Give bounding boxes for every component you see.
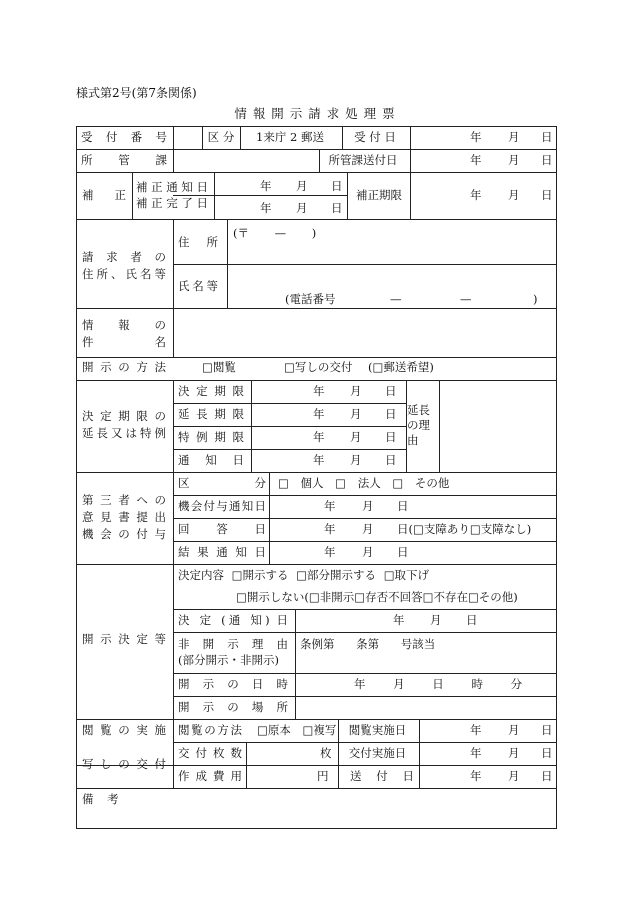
decision-year: 年 bbox=[393, 613, 405, 627]
correction-deadline-label: 補正期限 bbox=[356, 188, 402, 202]
extension-label-2: 延長又は特例 bbox=[82, 426, 166, 440]
info-subject-label-2: 件 名 bbox=[82, 335, 166, 349]
deadline-day: 日 bbox=[541, 188, 553, 202]
complete-month: 月 bbox=[296, 201, 308, 215]
form-title: 情 報 開 示 請 求 処 理 票 bbox=[234, 106, 396, 121]
ext-row2-month: 月 bbox=[350, 407, 362, 421]
deadline-year: 年 bbox=[470, 188, 482, 202]
receipt-date-month: 月 bbox=[508, 130, 520, 144]
viewing-method-options: □原本 □複写 bbox=[257, 723, 337, 737]
method-option-mail: (□郵送希望) bbox=[368, 360, 434, 374]
kubun-value: 1来庁 2 郵送 bbox=[256, 130, 324, 144]
dept-send-date-label: 所管課送付日 bbox=[328, 153, 398, 167]
third-party-kubun-options: □ 個人 □ 法人 □ その他 bbox=[278, 476, 450, 490]
tp-row1-day: 日 bbox=[397, 499, 409, 513]
ext-row4-year: 年 bbox=[313, 453, 325, 467]
remarks-label: 備 考 bbox=[82, 792, 119, 806]
receipt-date-label: 受 付 日 bbox=[354, 130, 396, 144]
info-subject-label-1: 情 報 の bbox=[82, 318, 166, 332]
viewing-method-label: 閲覧の方法 bbox=[178, 723, 242, 737]
answer-date-label: 回 答 日 bbox=[178, 522, 266, 536]
extension-reason-label: 延長の理由 bbox=[407, 403, 430, 447]
nondisclosure-reason-label-2: (部分開示・非開示) bbox=[178, 653, 279, 667]
tp-row2-year: 年 bbox=[324, 522, 336, 536]
dept-send-month: 月 bbox=[508, 153, 520, 167]
address-label: 住 所 bbox=[178, 235, 218, 249]
decision-month: 月 bbox=[430, 613, 442, 627]
viewing-label: 閲 覧 の 実 施 bbox=[82, 723, 166, 737]
correction-complete-label: 補正完了日 bbox=[136, 196, 208, 210]
tp-row3-day: 日 bbox=[397, 545, 409, 559]
decision-content-line1: 決定内容 □開示する □部分開示する □取下げ bbox=[178, 568, 430, 582]
copy-count-unit: 枚 bbox=[320, 746, 332, 760]
phone-dash-2: — bbox=[460, 292, 472, 306]
tp-row3-month: 月 bbox=[362, 545, 374, 559]
send-year: 年 bbox=[470, 769, 482, 783]
result-notice-label: 結 果 通 知 日 bbox=[178, 545, 266, 559]
copy-label: 写 し の 交 付 bbox=[82, 757, 166, 771]
phone-prefix: (電話番号 bbox=[285, 292, 336, 306]
nondisclosure-reason-label-1: 非 開 示 理 由 bbox=[178, 637, 288, 651]
ext-row4-day: 日 bbox=[385, 453, 397, 467]
ext-row4-month: 月 bbox=[350, 453, 362, 467]
ext-row3-year: 年 bbox=[313, 430, 325, 444]
tp-row3-year: 年 bbox=[324, 545, 336, 559]
ext-notice-date-label: 通 知 日 bbox=[178, 453, 244, 467]
disclosure-place-label: 開 示 の 場 所 bbox=[178, 700, 288, 714]
ext-row1-year: 年 bbox=[313, 384, 325, 398]
ext-row1-day: 日 bbox=[385, 384, 397, 398]
copy-cost-unit: 円 bbox=[317, 769, 329, 783]
third-party-label-2: 意 見 書 提 出 bbox=[82, 510, 166, 524]
disclosure-datetime-value: 年 月 日 時 分 bbox=[354, 677, 523, 691]
copy-year: 年 bbox=[470, 746, 482, 760]
correction-label: 補 正 bbox=[82, 188, 126, 202]
viewing-year: 年 bbox=[470, 723, 482, 737]
tp-row2-month: 月 bbox=[362, 522, 374, 536]
notice-year: 年 bbox=[260, 179, 272, 193]
tp-answer-day-options: 日(□支障あり□支障なし) bbox=[397, 522, 532, 536]
extension-label-1: 決定期限の bbox=[82, 409, 166, 423]
kubun-label: 区 分 bbox=[207, 130, 235, 144]
phone-close: ) bbox=[533, 292, 538, 306]
copy-count-label: 交 付 枚 数 bbox=[178, 746, 242, 760]
nondisclosure-reason-value: 条例第 条第 号該当 bbox=[300, 637, 436, 651]
receipt-date-year: 年 bbox=[470, 130, 482, 144]
tp-row1-month: 月 bbox=[362, 499, 374, 513]
method-option-copy: □写しの交付 bbox=[284, 360, 353, 374]
third-party-kubun-label: 区 分 bbox=[178, 476, 266, 490]
opportunity-notice-label: 機会付与通知日 bbox=[178, 499, 266, 513]
name-label: 氏名等 bbox=[178, 279, 218, 293]
copy-cost-label: 作 成 費 用 bbox=[178, 769, 242, 783]
decision-day: 日 bbox=[466, 613, 478, 627]
special-deadline-label: 特 例 期 限 bbox=[178, 430, 244, 444]
postal-code: (〒 — ) bbox=[233, 226, 317, 240]
phone-dash-1: — bbox=[390, 292, 402, 306]
receipt-date-day: 日 bbox=[541, 130, 553, 144]
copy-month: 月 bbox=[508, 746, 520, 760]
decision-deadline-label: 決 定 期 限 bbox=[178, 384, 244, 398]
requester-label-1: 請 求 者 の bbox=[82, 250, 166, 264]
dept-label: 所 管 課 bbox=[81, 153, 167, 167]
viewing-date-label: 閲覧実施日 bbox=[348, 723, 407, 737]
deadline-month: 月 bbox=[508, 188, 520, 202]
send-day: 日 bbox=[541, 769, 553, 783]
dept-send-year: 年 bbox=[470, 153, 482, 167]
copy-day: 日 bbox=[541, 746, 553, 760]
method-option-view: □閲覧 bbox=[202, 360, 236, 374]
dept-send-day: 日 bbox=[541, 153, 553, 167]
disclosure-method-label: 開 示 の 方 法 bbox=[82, 360, 166, 374]
correction-notice-label: 補正通知日 bbox=[136, 180, 208, 194]
decision-notice-label: 決 定 (通 知) 日 bbox=[178, 613, 288, 627]
notice-month: 月 bbox=[296, 179, 308, 193]
ext-row2-day: 日 bbox=[385, 407, 397, 421]
third-party-label-3: 機 会 の 付 与 bbox=[82, 527, 166, 541]
copy-date-label: 交付実施日 bbox=[348, 746, 407, 760]
ext-row1-month: 月 bbox=[350, 384, 362, 398]
complete-year: 年 bbox=[260, 201, 272, 215]
viewing-month: 月 bbox=[508, 723, 520, 737]
receipt-number-label: 受付番号 bbox=[81, 130, 167, 144]
decision-content-line2: □開示しない(□非開示□存否不回答□不存在□その他) bbox=[236, 590, 518, 604]
decision-label: 開 示 決 定 等 bbox=[82, 632, 166, 646]
third-party-label-1: 第 三 者 へ の bbox=[82, 493, 166, 507]
requester-label-2: 住所、氏名等 bbox=[82, 267, 166, 281]
disclosure-datetime-label: 開 示 の 日 時 bbox=[178, 677, 288, 691]
extended-deadline-label: 延 長 期 限 bbox=[178, 407, 244, 421]
ext-row3-day: 日 bbox=[385, 430, 397, 444]
tp-row1-year: 年 bbox=[324, 499, 336, 513]
ext-row2-year: 年 bbox=[313, 407, 325, 421]
complete-day: 日 bbox=[331, 201, 343, 215]
ext-row3-month: 月 bbox=[350, 430, 362, 444]
viewing-day: 日 bbox=[541, 723, 553, 737]
send-month: 月 bbox=[508, 769, 520, 783]
notice-day: 日 bbox=[331, 179, 343, 193]
send-date-label: 送 付 日 bbox=[350, 769, 414, 783]
form-number-caption: 様式第2号(第7条関係) bbox=[76, 86, 197, 100]
